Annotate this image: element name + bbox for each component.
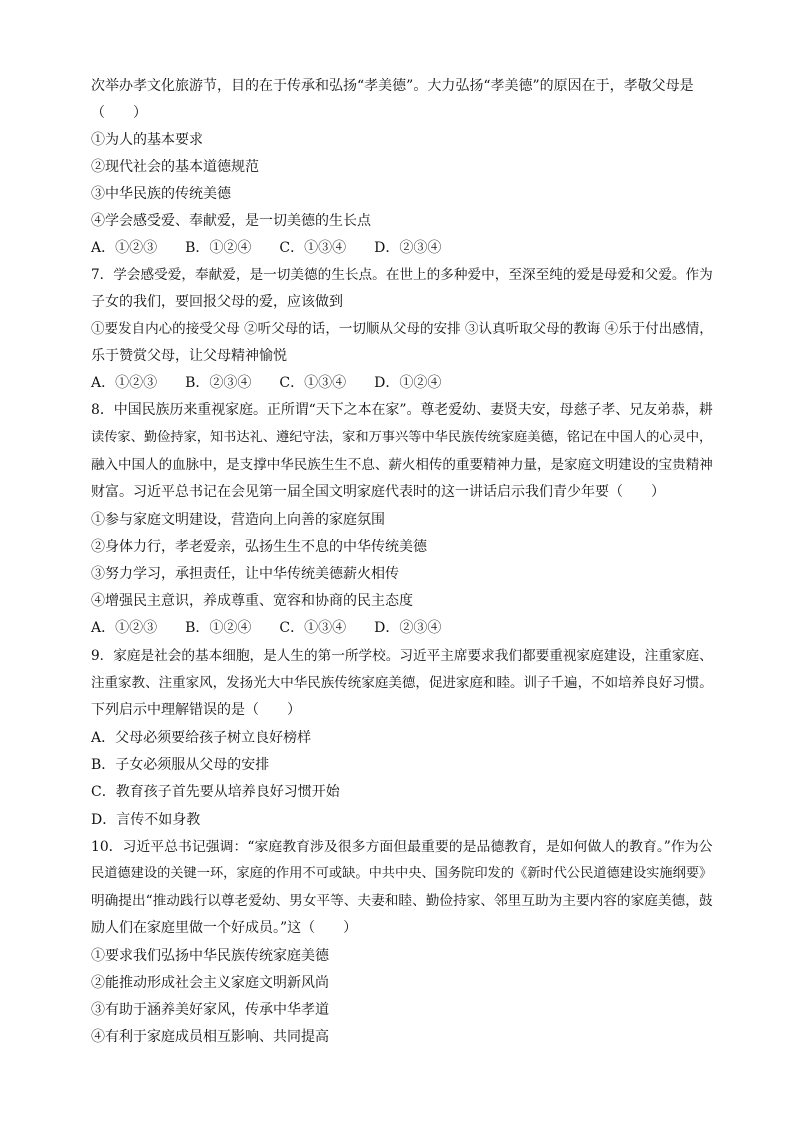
- q10-stem-line-1: 10．习近平总书记强调：“家庭教育涉及很多方面但最重要的是品德教育，是如何做人的教育。”作为公: [91, 839, 713, 855]
- q8-statement-3: ③努力学习，承担责任，让中华传统美德薪火相传: [91, 566, 399, 582]
- q10-statement-2: ②能推动形成社会主义家庭文明新风尚: [91, 975, 329, 991]
- q10-statement-4: ④有利于家庭成员相互影响、共同提高: [91, 1029, 329, 1045]
- q9-stem-line-2: 注重家教、注重家风，发扬光大中华民族传统家庭美德，促进家庭和睦。训子千遍，不如培养良好习惯。: [91, 675, 713, 691]
- q9-option-a: A．父母必须要给孩子树立良好榜样: [91, 730, 312, 746]
- q10-statement-3: ③有助于涵养美好家风，传承中华孝道: [91, 1002, 329, 1018]
- q7-stem-line-1: 7．学会感受爱，奉献爱，是一切美德的生长点。在世上的多种爱中，至深至纯的爱是母爱和父爱。作为: [91, 267, 713, 283]
- q10-stem-line-2: 民道德建设的关键一环，家庭的作用不可或缺。中共中央、国务院印发的《新时代公民道德建设实施纲要》: [91, 866, 713, 881]
- q10-stem-line-3: 明确提出“推动践行以尊老爱幼、男女平等、夫妻和睦、勤俭持家、邻里互助为主要内容的家庭美德，鼓: [91, 893, 713, 909]
- q8-stem-line-2: 读传家、勤俭持家，知书达礼、遵纪守法，家和万事兴等中华民族传统家庭美德，铭记在中国人的心灵中，: [91, 430, 713, 445]
- q8-stem-line-1: 8．中国民族历来重视家庭。正所谓“天下之本在家”。尊老爱幼、妻贤夫安，母慈子孝、兄友弟恭，耕: [91, 402, 713, 418]
- q8-stem-line-3: 融入中国人的血脉中，是支撑中华民族生生不息、薪火相传的重要精神力量，是家庭文明建设的宝贵精神: [91, 457, 713, 473]
- q6-statement-1: ①为人的基本要求: [91, 132, 203, 148]
- q6-options: A．①②③ B．①②④ C．①③④ D．②③④: [91, 240, 442, 256]
- q9-option-b: B．子女必须服从父母的安排: [91, 757, 270, 773]
- q7-options: A．①②③ B．②③④ C．①③④ D．①②④: [91, 375, 442, 391]
- q8-statement-2: ②身体力行，孝老爱亲，弘扬生生不息的中华传统美德: [91, 539, 427, 555]
- q7-statements-line-2: 乐于赞赏父母，让父母精神愉悦: [91, 348, 287, 364]
- q6-answer-bracket: （ ）: [91, 105, 147, 121]
- q8-stem-line-4: 财富。习近平总书记在会见第一届全国文明家庭代表时的这一讲话启示我们青少年要（ ）: [91, 484, 665, 500]
- q8-statement-1: ①参与家庭文明建设，营造向上向善的家庭氛围: [91, 512, 385, 528]
- q9-option-c: C．教育孩子首先要从培养良好习惯开始: [91, 784, 340, 800]
- q8-options: A．①②③ B．①②④ C．①③④ D．②③④: [91, 620, 442, 636]
- q6-statement-3: ③中华民族的传统美德: [91, 186, 231, 202]
- q9-stem-line-1: 9．家庭是社会的基本细胞，是人生的第一所学校。习近平主席要求我们都要重视家庭建设，注重家庭、: [91, 648, 713, 664]
- q6-statement-2: ②现代社会的基本道德规范: [91, 159, 259, 175]
- q10-stem-line-4: 励人们在家庭里做一个好成员。”这（ ）: [91, 920, 358, 936]
- q6-stem-line-1: 次举办孝文化旅游节，目的在于传承和弘扬“孝美德”。大力弘扬“孝美德”的原因在于，孝敬父母是: [91, 78, 694, 94]
- q7-stem-line-2: 子女的我们，要回报父母的爱，应该做到: [91, 294, 343, 310]
- q8-statement-4: ④增强民主意识，养成尊重、宽容和协商的民主态度: [91, 593, 413, 609]
- q9-stem-line-3: 下列启示中理解错误的是（ ）: [91, 702, 301, 718]
- q7-statements-line-1: ①要发自内心的接受父母 ②听父母的话，一切顺从父母的安排 ③认真听取父母的教诲 ④乐于付出感情，: [91, 321, 713, 337]
- q10-statement-1: ①要求我们弘扬中华民族传统家庭美德: [91, 948, 329, 964]
- q9-option-d: D．言传不如身教: [91, 812, 201, 828]
- q6-statement-4: ④学会感受爱、奉献爱，是一切美德的生长点: [91, 213, 371, 229]
